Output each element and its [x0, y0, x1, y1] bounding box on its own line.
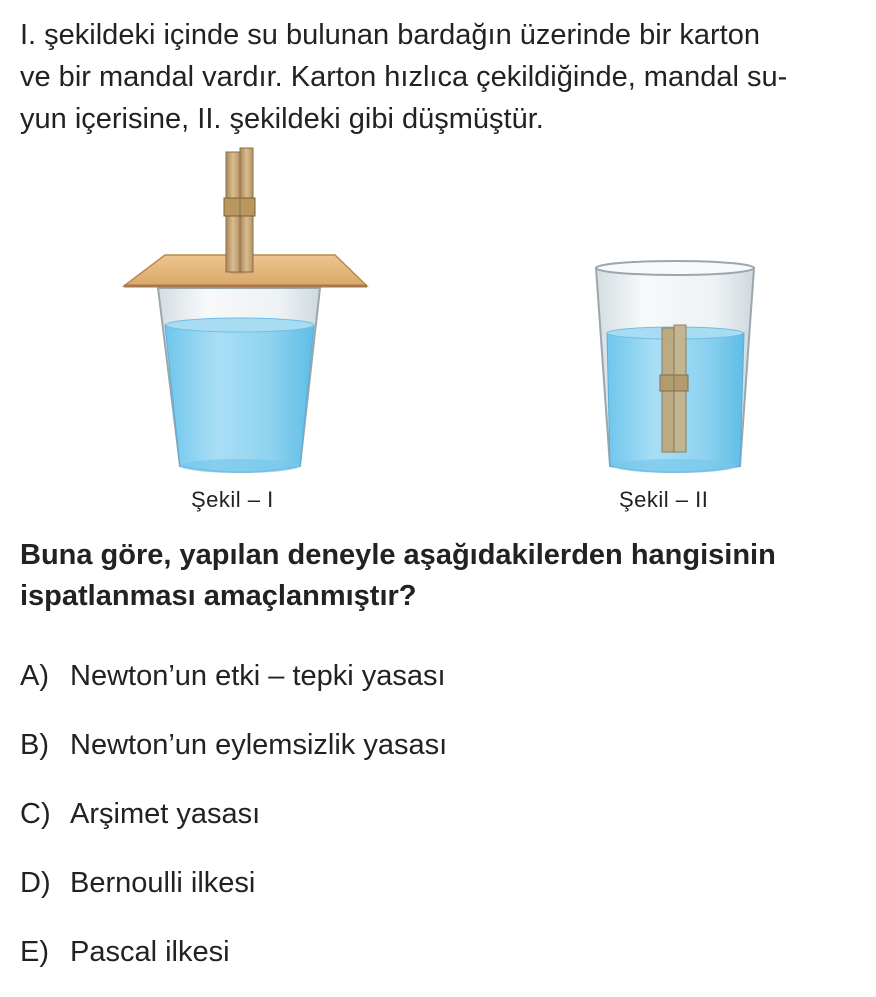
- option-letter: E): [20, 936, 49, 968]
- option-text: Bernoulli ilkesi: [70, 867, 256, 899]
- clothespin-on-cardboard: [224, 148, 255, 274]
- figure-2-caption: Şekil – II: [619, 487, 709, 512]
- option-b[interactable]: [20, 721, 862, 790]
- option-a[interactable]: [20, 652, 862, 721]
- option-text: Newton’un etki – tepki yasası: [70, 660, 446, 692]
- intro-line-3: yun içerisine, II. şekildeki gibi düşmüştür.: [20, 103, 544, 135]
- option-c[interactable]: [20, 790, 862, 859]
- answer-options: [20, 652, 862, 997]
- question-stem: [20, 535, 862, 617]
- intro-line-2: ve bir mandal vardır. Karton hızlıca çekildiğinde, mandal su-: [20, 61, 788, 93]
- intro-line-1: I. şekildeki içinde su bulunan bardağın üzerinde bir karton: [20, 19, 760, 51]
- glass-1: [158, 288, 320, 473]
- experiment-figures: [0, 140, 876, 525]
- option-d[interactable]: [20, 859, 862, 928]
- experiment-illustration: [0, 140, 876, 480]
- option-text: Arşimet yasası: [70, 798, 261, 830]
- option-letter: B): [20, 729, 49, 761]
- question-line-2: ispatlanması amaçlanmıştır?: [20, 580, 417, 612]
- figure-1-caption: Şekil – I: [191, 487, 274, 512]
- option-e[interactable]: [20, 928, 862, 997]
- question-line-1: Buna göre, yapılan deneyle aşağıdakilerden hangisinin: [20, 539, 776, 571]
- intro-paragraph: [20, 14, 862, 140]
- clothespin-in-water: [660, 325, 688, 452]
- option-letter: D): [20, 867, 51, 899]
- option-letter: C): [20, 798, 51, 830]
- option-text: Newton’un eylemsizlik yasası: [70, 729, 448, 761]
- option-text: Pascal ilkesi: [70, 936, 230, 968]
- option-letter: A): [20, 660, 49, 692]
